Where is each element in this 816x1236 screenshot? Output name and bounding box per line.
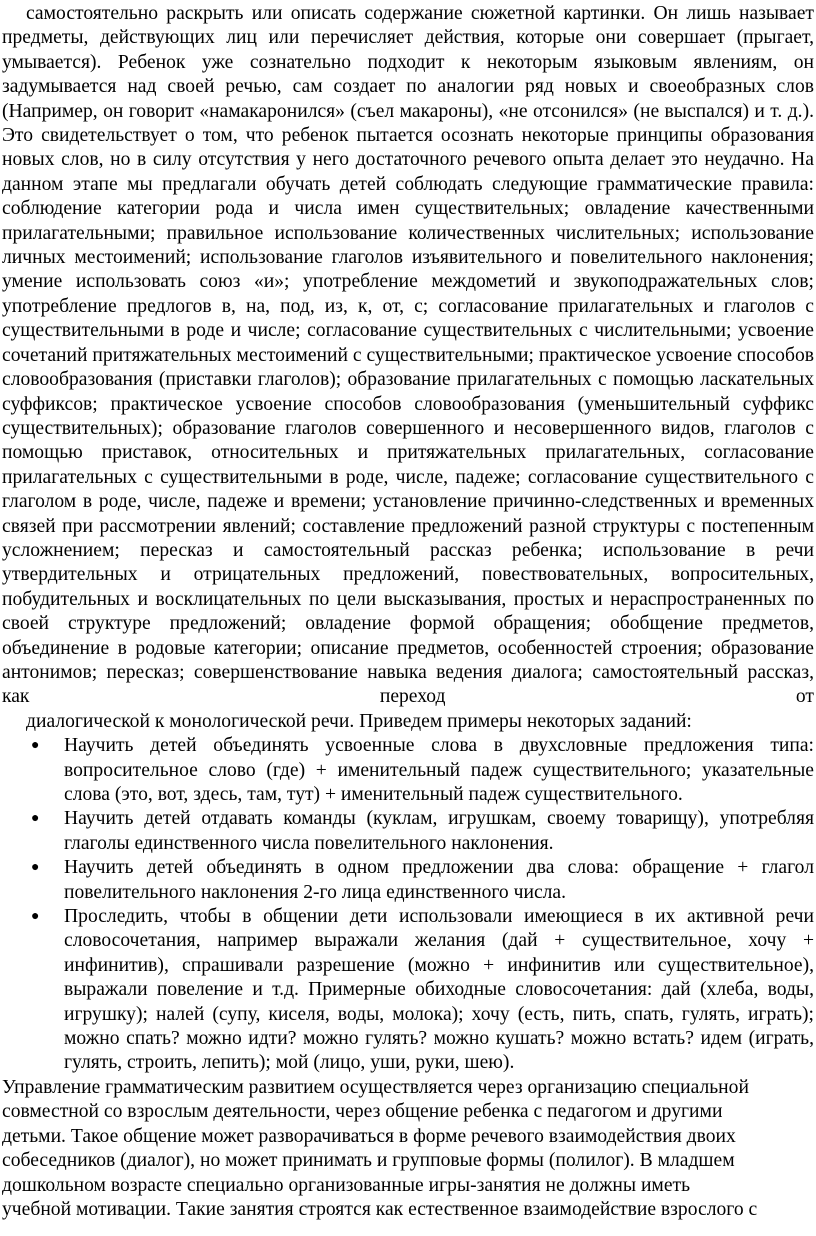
paragraph-line: совместной со взрослым деятельности, через общение ребенка с педагогом и другими [2, 1101, 723, 1123]
bullet-icon: ● [31, 860, 40, 876]
bullet-icon: ● [31, 909, 40, 925]
paragraph-line: учебной мотивации. Такие занятия строятся как естественное взаимодействие взрослого с [2, 1198, 758, 1220]
task-list [2, 734, 814, 1076]
paragraph-line: детьми. Такое общение может разворачиваться в форме речевого взаимодействия двоих [2, 1125, 736, 1147]
bullet-icon: ● [31, 738, 40, 754]
list-item-text: Научить детей объединять усвоенные слова в двухсловные предложения типа: вопросительное слово (где) + именительный падеж существительного; указательные слова (это, вот, здесь, там, тут) + именительный падеж существительного. [64, 735, 814, 805]
bullet-icon: ● [31, 811, 40, 827]
list-item-text: Научить детей отдавать команды (куклам, игрушкам, своему товарищу), употребляя глаголы единственного числа повелительного наклонения. [64, 808, 814, 854]
paragraph-line: Управление грамматическим развитием осуществляется через организацию специальной [2, 1076, 749, 1098]
paragraph-text: самостоятельно раскрыть или описать содержание сюжетной картинки. Он лишь называет предметы, действующих лиц или перечисляет действия, которые они совершает (прыгает, умывается). Ребенок уже сознательно подходит к некоторым языковым явлениям, он задумывается над своей речью, сам создает по аналогии ряд новых и своеобразных слов (Например, он говорит «намакаронился» (съел макароны), «не отсонился» (не выспался) и т. д.). Это свидетельствует о том, что ребенок пытается осознать некоторые принципы образования новых слов, но в силу отсутствия у него достаточного речевого опыта делает это неудачно. На данном этапе мы предлагали обучать детей соблюдать следующие грамматические правила: соблюдение категории рода и числа имен существительных; овладение качественными прилагательными; правильное использование количественных числительных; использование личных местоимений; использование глаголов изъявительного и повелительного наклонения; умение использовать союз «и»; употребление междометий и звукоподражательных слов; употребление предлогов в, на, под, из, к, от, с; согласование прилагательных и глаголов с существительными в роде и числе; согласование существительных с числительными; усвоение сочетаний притяжательных местоимений с существительными; практическое усвоение способов словообразования (приставки глаголов); образование прилагательных с помощью ласкательных суффиксов; практическое усвоение способов словообразования (уменьшительный суффикс существительных); образование глаголов совершенного и несовершенного видов, глаголов с помощью приставок, относительных и притяжательных прилагательных, согласование прилагательных с существительными в роде, числе, падеже; согласование существительного с глаголом в роде, числе, падеже и времени; установление причинно-следственных и временных связей при рассмотрении явлений; составление предложений разной структуры с постепенным усложнением; пересказ и самостоятельный рассказ ребенка; использование в речи утвердительных и отрицательных предложений, повествовательных, вопросительных, побудительных и восклицательных по цели высказывания, простых и нераспространенных по своей структуре предложений; овладение формой обращения; обобщение предметов, объединение в родовые категории; описание предметов, особенностей строения; образование антонимов; пересказ; совершенствование навыка ведения диалога; самостоятельный рассказ, как переход от [2, 3, 814, 708]
paragraph-line: дошкольном возрасте специально организованные игры-занятия не должны иметь [2, 1174, 691, 1196]
list-item-text: Научить детей объединять в одном предложении два слова: обращение + глагол повелительного наклонения 2-го лица единственного числа. [64, 857, 814, 903]
list-item [2, 807, 814, 856]
list-item [2, 856, 814, 905]
body-paragraph [2, 2, 814, 734]
paragraph-line: собеседников (диалог), но может принимать и групповые формы (полилог). В младшем [2, 1150, 735, 1172]
list-item [2, 734, 814, 807]
list-item [2, 905, 814, 1076]
closing-paragraph [2, 1076, 814, 1222]
paragraph-last-line: диалогической к монологической речи. Приведем примеры некоторых заданий: [26, 710, 692, 732]
list-item-text: Проследить, чтобы в общении дети использовали имеющиеся в их активной речи словосочетания, например выражали желания (дай + существительное, хочу + инфинитив), спрашивали разрешение (можно + инфинитив или существительное), выражали повеление и т.д. Примерные обиходные словосочетания: дай (хлеба, воды, игрушку); налей (супу, киселя, воды, молока); хочу (есть, пить, спать, гулять, играть); можно спать? можно идти? можно гулять? можно кушать? можно встать? идем (играть, гулять, строить, лепить); мой (лицо, уши, руки, шею). [64, 906, 814, 1074]
